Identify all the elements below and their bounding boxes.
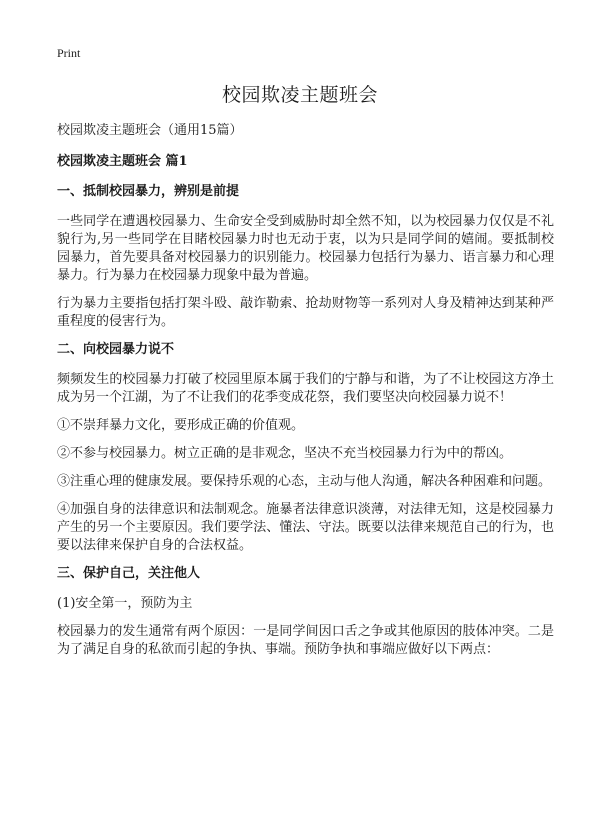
section-2-item-3: ③注重心理的健康发展。要保持乐观的心态，主动与他人沟通，解决各种困难和问题。	[57, 474, 552, 489]
section-3-subheading-1: (1)安全第一，预防为主	[57, 596, 193, 611]
article-subtitle: 校园欺凌主题班会（通用15篇）	[57, 123, 243, 138]
article-body	[57, 122, 554, 669]
print-link[interactable]: Print	[57, 46, 81, 60]
section-1-heading: 一、抵制校园暴力，辨别是前提	[57, 184, 240, 199]
section-2-item-1: ①不崇拜暴力文化，要形成正确的价值观。	[57, 418, 305, 433]
section-2-item-4: ④加强自身的法律意识和法制观念。施暴者法律意识淡薄，对法律无知，这是校园暴力产生的另一个主要原因。我们要学法、懂法、守法。既要以法律来规范自己的行为，也要以法律来保护自身的合法权益。	[57, 502, 554, 553]
page-title: 校园欺凌主题班会	[221, 84, 378, 106]
section-2-paragraph-1: 频频发生的校园暴力打破了校园里原本属于我们的宁静与和谐，为了不让校园这方净土成为另一个江湖，为了不让我们的花季变成花祭，我们要坚决向校园暴力说不！	[57, 372, 554, 405]
article-heading: 校园欺凌主题班会 篇1	[57, 154, 188, 169]
section-2-heading: 二、向校园暴力说不	[57, 342, 175, 357]
section-2-item-2: ②不参与校园暴力。树立正确的是非观念，坚决不充当校园暴力行为中的帮凶。	[57, 446, 513, 461]
section-1-paragraph-2: 行为暴力主要指包括打架斗殴、敲诈勒索、抢劫财物等一系列对人身及精神达到某种严重程度的侵害行为。	[57, 296, 554, 329]
section-3-heading: 三、保护自己，关注他人	[57, 566, 201, 581]
section-1-paragraph-1: 一些同学在遭遇校园暴力、生命安全受到威胁时却全然不知，以为校园暴力仅仅是不礼貌行为,另一些同学在目睹校园暴力时也无动于衷，以为只是同学间的嬉闹。要抵制校园暴力，首先要具备对校园暴力的识别能力。校园暴力包括行为暴力、语言暴力和心理暴力。行为暴力在校园暴力现象中最为普遍。	[57, 214, 554, 283]
section-3-paragraph-1: 校园暴力的发生通常有两个原因：一是同学间因口舌之争或其他原因的肢体冲突。二是为了满足自身的私欲而引起的争执、事端。预防争执和事端应做好以下两点：	[57, 624, 554, 657]
